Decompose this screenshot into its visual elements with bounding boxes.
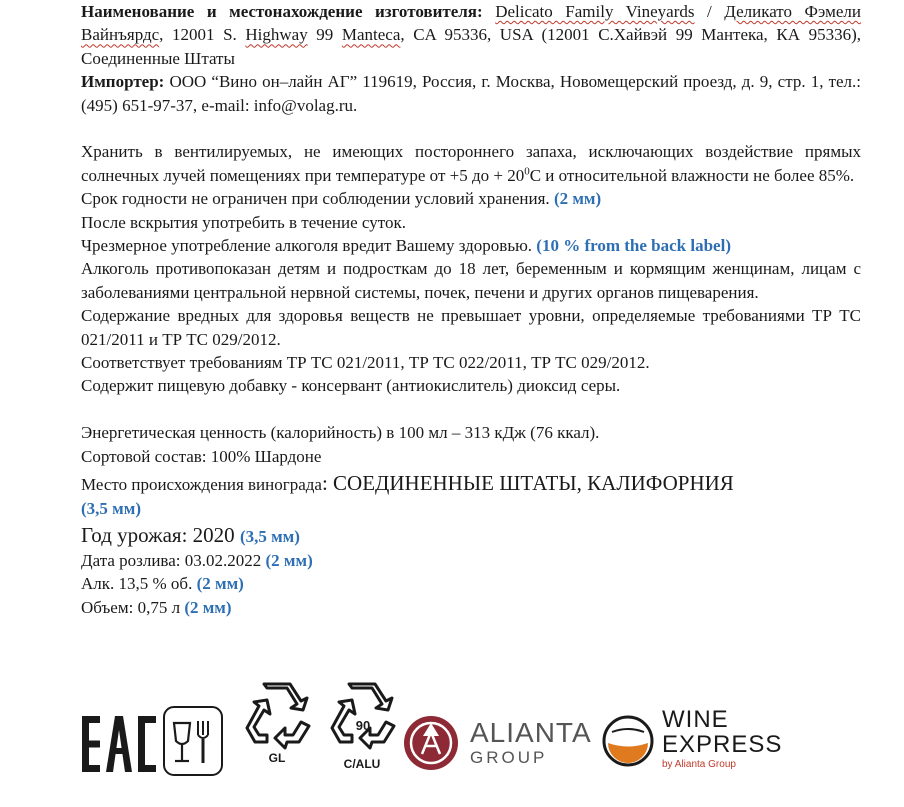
storage-text-b: С и относительной влажности не более 85%. [529,165,855,185]
shelf-life-text: Срок годности не ограничен при соблюдении условий хранения. [81,189,554,209]
recycle-calu-number: 90 [355,718,371,733]
harmful-paragraph: Содержание вредных для здоровья веществ не превышает уровни, определяемые требованиями ТР ТС 021/2011 и ТР ТС 029/2012. [81,306,861,349]
wine-express-logo [662,708,802,772]
eac-mark-icon [82,714,156,774]
logos-row [0,672,904,807]
warning-text: Чрезмерное употребление алкоголя вредит Вашему здоровью. [81,236,537,256]
recycle-gl-code: GL [268,751,286,765]
volume-line [81,596,861,619]
manufacturer-manteca: Manteca [341,25,401,45]
alianta-emblem-icon [402,714,460,772]
importer-label: Импортер: [81,72,165,92]
origin-line [81,470,861,496]
origin-note: (3,5 мм) [81,498,141,518]
bottling-line [81,549,861,572]
storage-paragraph [81,140,861,187]
volume-text: Объем: 0,75 л [81,597,185,617]
alcohol-line [81,572,861,595]
label-text-document [81,0,861,619]
warning-line [81,234,861,257]
bottling-text: Дата розлива: 03.02.2022 [81,550,266,570]
volume-note: (2 мм) [184,597,232,617]
importer-paragraph [81,70,861,117]
origin-value: : СОЕДИНЕННЫЕ ШТАТЫ, КАЛИФОРНИЯ [321,471,734,496]
energy-line: Энергетическая ценность (калорийность) в 100 мл – 313 кДж (76 ккал). [81,423,600,443]
manufacturer-address-b: 99 [307,25,342,45]
manufacturer-address-a: , 12001 S. [159,25,246,45]
alcohol-text: Алк. 13,5 % об. [81,574,197,594]
contraindication-paragraph: Алкоголь противопоказан детям и подросткам до 18 лет, беременным и кормящим женщинам, лицам с заболеваниями центральной нервной системы, почек, печени и других органов пищеварения. [81,259,861,302]
manufacturer-highway: Highway [245,25,308,45]
manufacturer-label: Наименование и местонахождение изготовителя: [81,2,483,21]
wine-express-line2: EXPRESS [662,731,783,758]
manufacturer-paragraph [81,0,861,70]
wine-express-line1: WINE [662,706,729,733]
manufacturer-name-ru: Деликато Фэмели Вайнъярдс [81,2,861,45]
alianta-sub: GROUP [470,748,548,767]
storage-degree: 0 [524,165,530,178]
origin-note-line [81,497,861,520]
additive-line: Содержит пищевую добавку - консервант (антиокислитель) диоксид серы. [81,376,621,396]
recycle-calu-icon [320,680,404,776]
conforms-line: Соответствует требованиям ТР ТС 021/2011, ТР ТС 022/2011, ТР ТС 029/2012. [81,353,650,373]
after-open-line: После вскрытия употребить в течение суток. [81,212,406,232]
importer-text: ООО “Вино он–лайн АГ” 119619, Россия, г. Москва, Новомещерский проезд, д. 9, стр. 1, тел.: (495) 651-97-37, e-mail: info@volag.ru. [81,72,861,115]
recycle-calu-code: C/ALU [343,757,381,771]
shelf-life-line [81,187,861,210]
vintage-text: Год урожая: 2020 [81,522,240,547]
manufacturer-address-c: , CA 95336, USA (12001 С.Хайвэй 99 Мантека, КА 95336), Соединенные Штаты [81,25,861,68]
shelf-life-note: (2 мм) [553,189,602,209]
variety-line: Сортовой состав: 100% Шардоне [81,446,322,466]
vintage-note: (3,5 мм) [239,526,300,546]
bottling-note: (2 мм) [265,550,313,570]
manufacturer-name-en: Delicato Family Vineyards [495,2,695,21]
alianta-logo [470,718,595,768]
storage-text-a: Хранить в вентилируемых, не имеющих постороннего запаха, исключающих воздействие прямых солнечных лучей помещениях при температуре от +5 до + 20 [81,142,861,185]
recycle-gl-icon [237,680,317,768]
alianta-name: ALIANTA [470,717,592,748]
wine-express-emblem-icon [602,710,654,772]
origin-label: Место происхождения винограда [81,475,322,495]
alcohol-note: (2 мм) [196,574,244,594]
wine-express-sub: by Alianta Group [662,759,736,770]
manufacturer-sep: / [694,2,725,21]
food-contact-icon [162,705,224,777]
warning-note: (10 % from the back label) [536,236,731,256]
vintage-line [81,522,861,549]
